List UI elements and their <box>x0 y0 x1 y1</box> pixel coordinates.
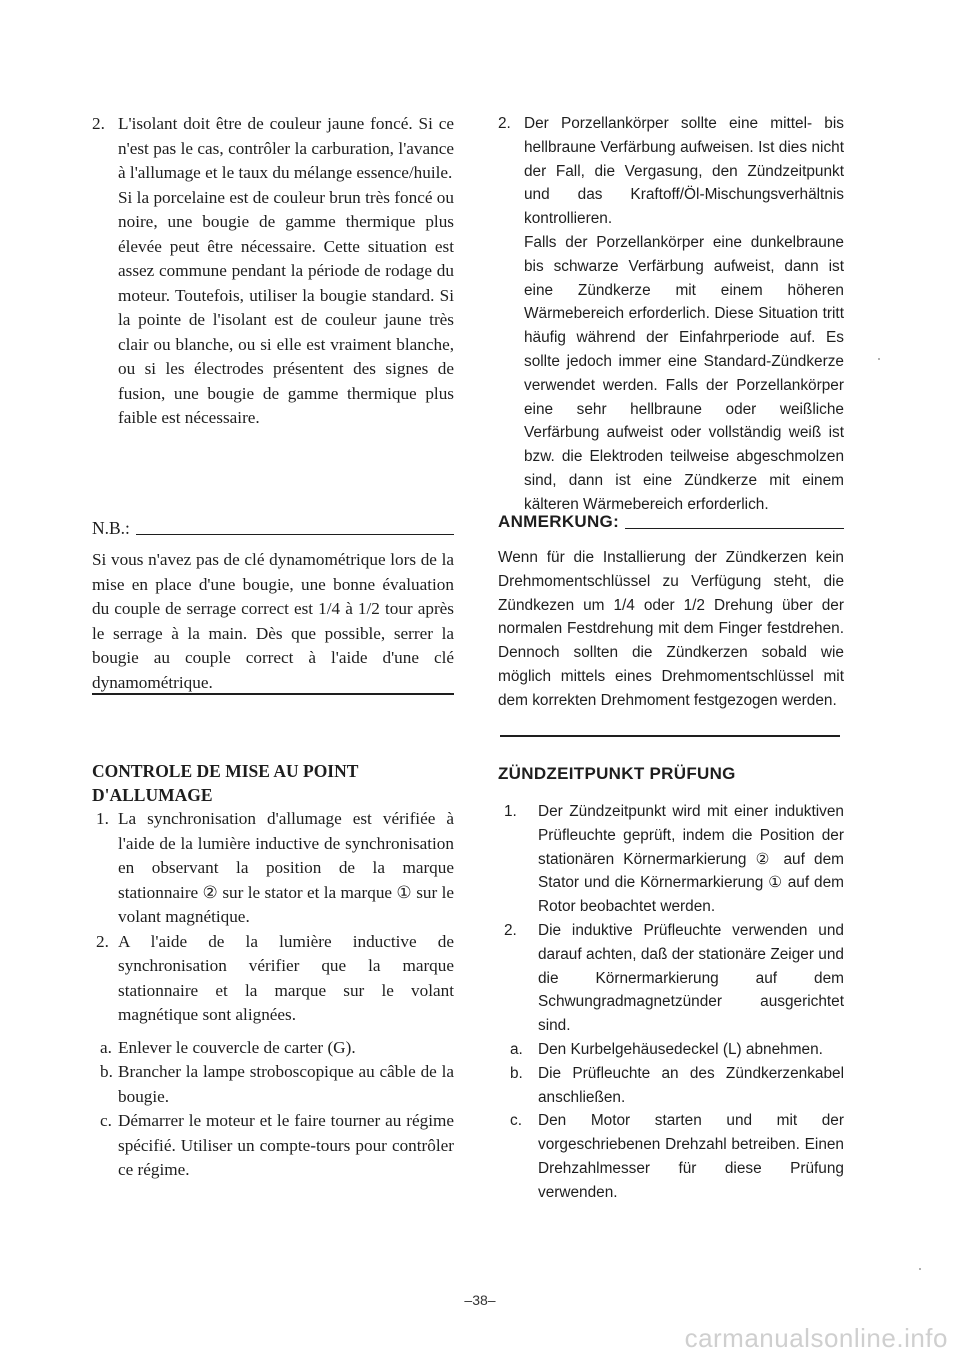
page-number: –38– <box>464 1292 496 1308</box>
de-substep-b: b. Die Prüfleuchte an des Zündkerzenkabel anschließen. <box>510 1064 844 1106</box>
fr-note-title: N.B.: <box>92 518 130 538</box>
fr-item-2-para-1: L'isolant doit être de couleur jaune foncé. Si ce n'est pas le cas, contrôler la carburation, l'avance à l'allumage et le taux du mélange essence/huile. <box>118 114 454 182</box>
de-section <box>498 762 844 1205</box>
fr-item-2-number: 2. <box>92 114 105 133</box>
scan-speck <box>878 358 880 360</box>
fr-note-end-rule <box>92 693 454 695</box>
de-note <box>498 510 844 713</box>
de-note-body: Wenn für die Installierung der Zündkerzen kein Drehmomentschlüssel zu Verfügung steht, die Zündkezen um 1/4 oder 1/2 Drehung über der normalen Festdrehung mit dem Finger festdrehen. Dennoch sollten die Zündkerzen sobald wie möglich mittels eines Drehmomentschlüssel mit dem korrekten Drehmoment festgezogen werden. <box>498 549 844 709</box>
de-note-end-rule <box>500 735 840 737</box>
de-item-2 <box>498 112 844 517</box>
de-step-1: 1. Der Zündzeitpunkt wird mit einer induktiven Prüfleuchte geprüft, indem die Position der stationären Körnermarkierung ② auf dem Stator und die Körnermarkierung ① auf dem Rotor beobachtet werden. <box>504 803 844 916</box>
fr-step-2: 2. A l'aide de la lumière inductive de synchronisation vérifier que la marque stationnaire et la marque sur le volant magnétique sont alignées. <box>96 931 454 1024</box>
de-section-title: ZÜNDZEITPUNKT PRÜFUNG <box>498 764 736 783</box>
de-note-title: ANMERKUNG: <box>498 512 620 531</box>
scan-speck <box>919 1268 921 1270</box>
fr-item-2-para-2: Si la porcelaine est de couleur brun très foncé ou noire, une bougie de gamme thermique plus élevée peut être nécessaire. Cette situation est assez commune pendant la période de rodage du moteur. Toutefois, utiliser la bougie standard. Si la pointe de l'isolant est de couleur jaune très clair ou blanche, ou si elle est vraiment blanche, ou si les électrodes présentent des signes de fusion, une bougie de gamme thermique plus faible est nécessaire. <box>118 187 454 427</box>
fr-section-title: CONTROLE DE MISE AU POINT D'ALLUMAGE <box>92 761 359 805</box>
fr-substep-a: a. Enlever le couvercle de carter (G). <box>100 1037 356 1057</box>
fr-section <box>92 759 454 1183</box>
fr-substep-b: b. Brancher la lampe stroboscopique au câble de la bougie. <box>100 1062 454 1106</box>
de-step-2: 2. Die induktive Prüfleuchte verwenden und darauf achten, daß der stationäre Zeiger und die Körnermarkierung auf dem Schwungradmagnetzünder ausgerichtet sind. <box>504 921 844 1035</box>
fr-note-title-rule <box>136 534 454 535</box>
fr-note <box>92 516 454 695</box>
de-substep-a: a. Den Kurbelgehäusedeckel (L) abnehmen. <box>510 1040 823 1058</box>
fr-step-1: 1. La synchronisation d'allumage est vérifiée à l'aide de la lumière inductive de synchronisation en observant la position de la marque stationnaire ② sur le stator et la marque ① sur le volant magnétique. <box>96 809 454 926</box>
watermark: carmanualsonline.info <box>684 1323 948 1353</box>
de-item-2-number: 2. <box>498 115 511 132</box>
fr-substep-c: c. Démarrer le moteur et le faire tourner au régime spécifié. Utiliser un compte-tours pour contrôler ce régime. <box>100 1111 454 1179</box>
fr-item-2 <box>92 112 454 431</box>
fr-note-body: Si vous n'avez pas de clé dynamométrique lors de la mise en place d'une bougie, une bonne évaluation du couple de serrage correct est 1/4 à 1/2 tour après le serrage à la main. Dès que possible, serrer la bougie au couple correct à l'aide d'une clé dynamométrique. <box>92 550 454 692</box>
de-substep-c: c. Den Motor starten und mit der vorgeschriebenen Drehzahl betreiben. Einen Drehzahlmesser für diese Prüfung verwenden. <box>510 1112 844 1201</box>
de-item-2-para-2: Falls der Porzellankörper eine dunkelbraune bis schwarze Verfärbung aufweist, dann ist eine Zündkerze mit einem höheren Wärmebereich erforderlich. Diese Situation tritt häufig während der Einfahrperiode auf. Es sollte jedoch immer eine Standard-Zündkerze verwendet werden. Falls der Porzellankörper eine sehr hellbraune oder weißliche Verfärbung aufweist oder vollständig weiß ist bzw. die Elektroden teilweise abgeschmolzen sind, dann ist eine Zündkerze mit einem kälteren Wärmebereich erforderlich. <box>524 233 844 513</box>
de-note-title-rule <box>625 528 844 529</box>
de-item-2-para-1: Der Porzellankörper sollte eine mittel- bis hellbraune Verfärbung aufweisen. Ist dies nicht der Fall, die Vergasung, den Zündzeitpunkt und das Kraftoff/Öl-Mischungsverhältnis kontrollieren. <box>524 115 844 228</box>
